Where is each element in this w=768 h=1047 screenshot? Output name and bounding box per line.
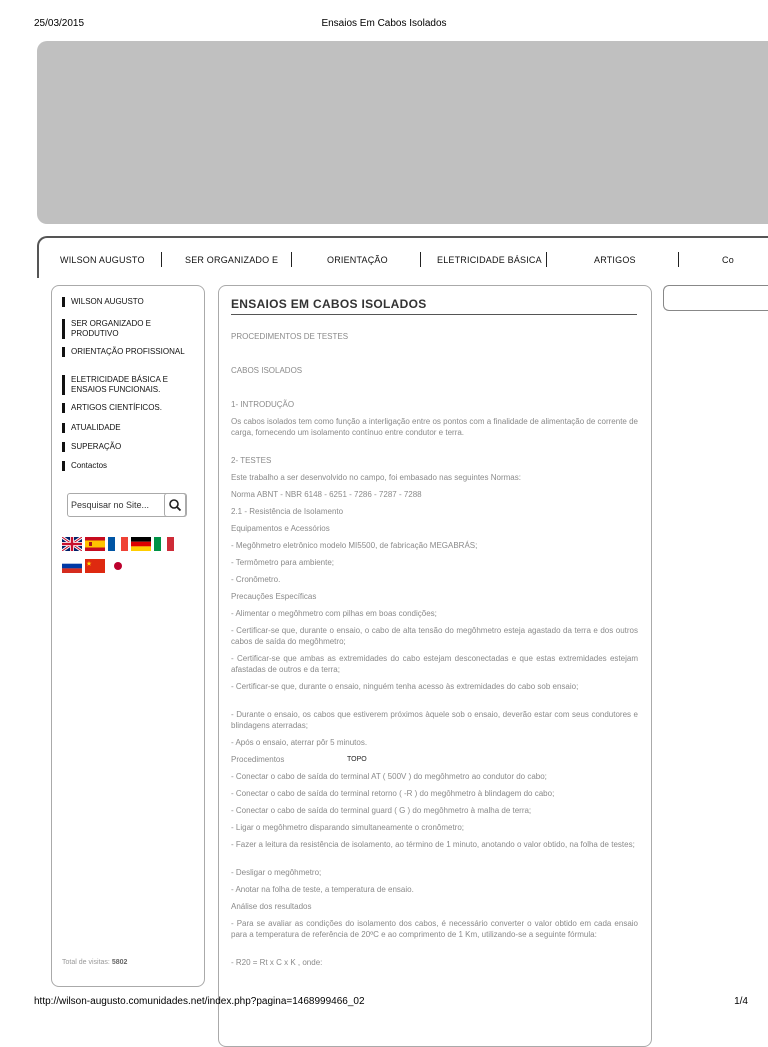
paragraph: CABOS ISOLADOS [231,366,303,375]
paragraph: Este trabalho a ser desenvolvido no campo, foi embasado nas seguintes Normas: [231,473,521,482]
print-url: http://wilson-augusto.comunidades.net/index.php?pagina=1468999466_02 [34,996,365,1007]
paragraph: - Cronômetro. [231,575,281,584]
search-placeholder: Pesquisar no Site... [71,500,150,510]
nav-item-wilson-augusto[interactable]: WILSON AUGUSTO [60,255,145,265]
spain-flag-icon[interactable] [85,537,105,551]
page-number: 1/4 [734,996,748,1007]
paragraph: Precauções Específicas [231,592,317,601]
germany-flag-icon[interactable] [131,537,151,551]
paragraph: - Certificar-se que, durante o ensaio, o cabo de alta tensão do megôhmetro esteja agastado da terra e dos outros cabos de saída do megôhmetro; [231,626,638,646]
uk-flag-icon[interactable] [62,537,82,551]
paragraph: Análise dos resultados [231,902,312,911]
paragraph: Procedimentos [231,755,285,764]
paragraph: PROCEDIMENTOS DE TESTES [231,332,349,341]
russia-flag-icon[interactable] [62,559,82,573]
nav-item-orientacao[interactable]: ORIENTAÇÃO [327,255,388,265]
paragraph: - Anotar na folha de teste, a temperatura de ensaio. [231,885,414,894]
paragraph: - Conectar o cabo de saída do terminal guard ( G ) do megôhmetro à malha de terra; [231,806,532,815]
paragraph: - Certificar-se que, durante o ensaio, ninguém tenha acesso às extremidades do cabo sob ensaio; [231,682,579,691]
visits-label: Total de visitas: [62,959,110,966]
sidebar-item-eletricidade[interactable]: ELETRICIDADE BÁSICA E ENSAIOS FUNCIONAIS. [62,375,196,395]
paragraph: - Certificar-se que ambas as extremidades do cabo estejam desconectadas e que estas extremidades estejam afastadas de outros e da terra; [231,654,638,674]
japan-flag-icon[interactable] [108,559,128,573]
print-footer [0,990,768,1020]
paragraph: - Durante o ensaio, os cabos que estiverem próximos àquele sob o ensaio, deverão estar com seus condutores e blindagens aterradas; [231,710,638,730]
print-date: 25/03/2015 [34,18,85,29]
sidebar-item-contactos[interactable]: Contactos [62,461,196,471]
visit-counter [62,959,127,966]
italy-flag-icon[interactable] [154,537,174,551]
print-header [0,0,768,40]
paragraph: - Alimentar o megôhmetro com pilhas em boas condições; [231,609,437,618]
france-flag-icon[interactable] [108,537,128,551]
paragraph: Equipamentos e Acessórios [231,524,330,533]
sidebar-item-atualidade[interactable]: ATUALIDADE [62,423,196,433]
paragraph: - Ligar o megôhmetro disparando simultaneamente o cronômetro; [231,823,465,832]
sidebar-item-ser-organizado[interactable]: SER ORGANIZADO E PRODUTIVO [62,319,196,339]
search-icon [165,494,185,516]
print-title: Ensaios Em Cabos Isolados [321,18,447,29]
back-to-top-link[interactable]: TOPO [343,756,371,763]
paragraph: Os cabos isolados tem como função a interligação entre os pontos com a finalidade de alimentação de corrente de carga, fornecendo um isolamento contínuo entre condutor e terra. [231,417,638,437]
paragraph: 2- TESTES [231,456,272,465]
nav-separator [678,252,679,267]
sidebar-item-superacao[interactable]: SUPERAÇÃO [62,442,196,452]
top-navigation [37,236,768,278]
paragraph: - Conectar o cabo de saída do terminal AT ( 500V ) do megôhmetro ao condutor do cabo; [231,772,547,781]
paragraph: Norma ABNT - NBR 6148 - 6251 - 7286 - 7287 - 7288 [231,490,422,499]
nav-separator [420,252,421,267]
nav-separator [161,252,162,267]
nav-separator [546,252,547,267]
right-panel-box [663,285,768,311]
nav-item-eletricidade-basica[interactable]: ELETRICIDADE BÁSICA [437,255,542,265]
paragraph: - Desligar o megôhmetro; [231,868,322,877]
sidebar-item-artigos[interactable]: ARTIGOS CIENTÍFICOS. [62,403,196,413]
china-flag-icon[interactable] [85,559,105,573]
sidebar-item-wilson-augusto[interactable]: WILSON AUGUSTO [62,297,196,307]
paragraph: - R20 = Rt x C x K , onde: [231,958,323,967]
sidebar [51,285,205,987]
main-content [218,285,652,1047]
paragraph: - Termômetro para ambiente; [231,558,335,567]
header-banner [37,41,768,224]
search-button[interactable] [164,493,186,517]
nav-item-contactos[interactable]: Co [722,255,734,265]
nav-item-artigos[interactable]: ARTIGOS [594,255,636,265]
paragraph: - Para se avaliar as condições do isolamento dos cabos, é necessário converter o valor obtido em cada ensaio para a temperatura de referência de 20ºC e ao comprimento de 1 Km, utilizando-se a seguinte fórmula: [231,919,638,939]
paragraph: - Megôhmetro eletrônico modelo MI5500, de fabricação MEGABRÁS; [231,541,478,550]
title-divider [231,314,637,315]
visits-count: 5802 [111,959,128,966]
paragraph: 2.1 - Resistência de Isolamento [231,507,344,516]
paragraph: 1- INTRODUÇÃO [231,400,295,409]
page-title: ENSAIOS EM CABOS ISOLADOS [231,297,427,311]
sidebar-item-orientacao[interactable]: ORIENTAÇÃO PROFISSIONAL [62,347,196,357]
nav-item-ser-organizado[interactable]: SER ORGANIZADO E [185,255,279,265]
paragraph: - Conectar o cabo de saída do terminal retorno ( -R ) do megôhmetro à blindagem do cabo; [231,789,555,798]
paragraph: - Após o ensaio, aterrar pôr 5 minutos. [231,738,368,747]
nav-separator [291,252,292,267]
paragraph: - Fazer a leitura da resistência de isolamento, ao término de 1 minuto, anotando o valor obtido, na folha de testes; [231,840,635,849]
